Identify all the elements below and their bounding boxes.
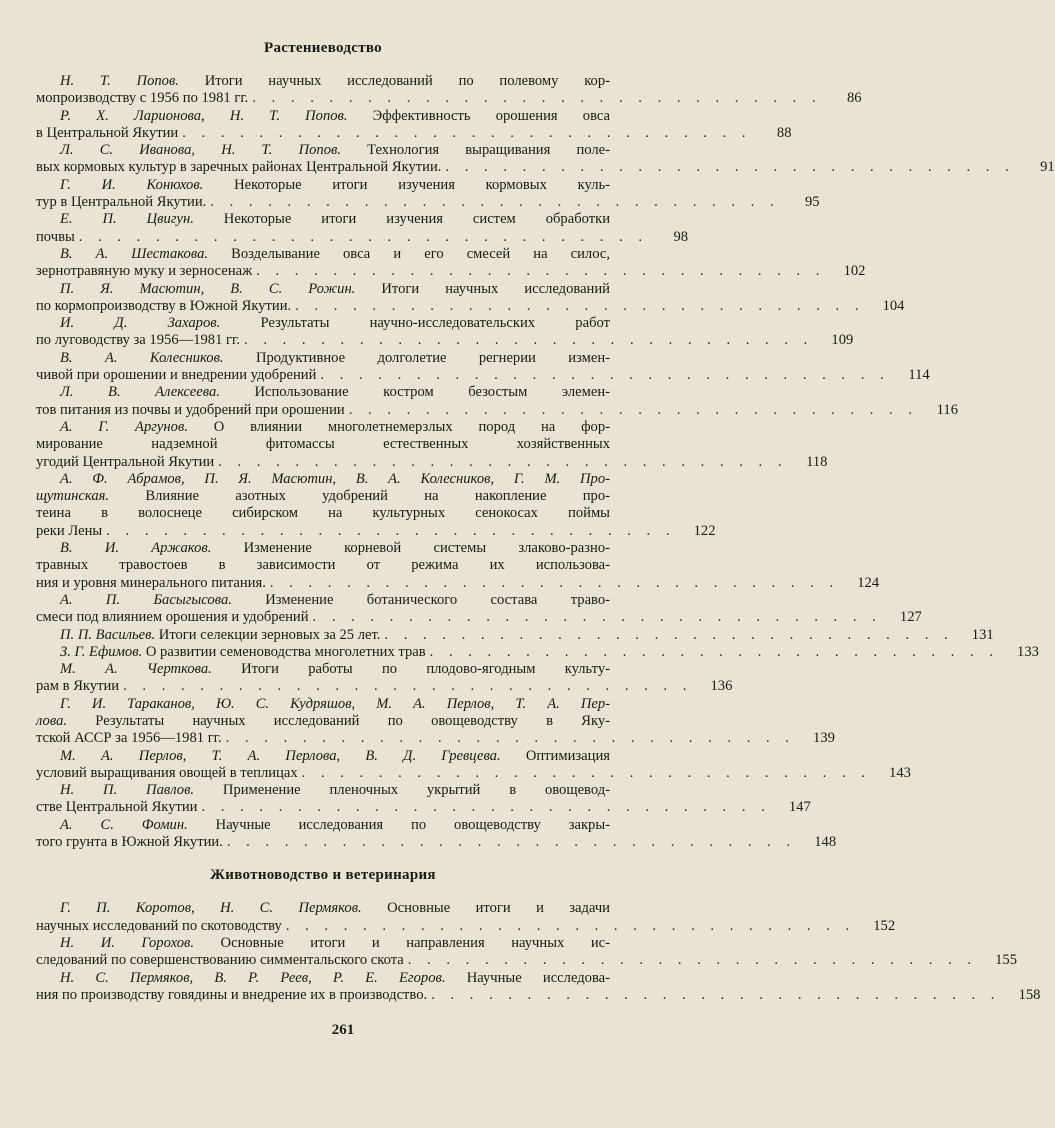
toc-line-text	[60, 108, 610, 125]
toc-line	[36, 748, 610, 765]
toc-line	[36, 609, 922, 626]
toc-line	[36, 696, 610, 713]
toc-line-text	[60, 350, 610, 367]
title-text: по луговодству за 1956—1981 гг.	[36, 332, 241, 349]
toc-line-text	[60, 281, 610, 298]
title-text: чивой при орошении и внедрении удобрений	[36, 367, 317, 384]
page-ref: 136	[710, 678, 733, 695]
page-ref: 158	[1018, 986, 1041, 1003]
toc-line-text	[36, 488, 610, 505]
title-text: того грунта в Южной Якутии.	[36, 834, 223, 851]
toc-line-text	[60, 661, 610, 678]
page-number: 261	[331, 1022, 355, 1038]
toc-entry	[36, 816, 837, 852]
title-text: Продуктивное долголетие регнерии измен-	[223, 349, 610, 366]
toc-entry	[36, 176, 820, 212]
toc-line	[36, 661, 610, 678]
toc-line	[36, 419, 610, 436]
title-text: Некоторые итоги изучения кормовых куль-	[203, 176, 611, 193]
toc-line-text	[60, 900, 610, 917]
title-text: тской АССР за 1956—1981 гг.	[36, 730, 222, 747]
toc-entry	[36, 747, 911, 783]
toc-line-text	[60, 246, 610, 263]
dot-leader: . . . . . . . . . . . . . . . . . . . . . . . . . . . . . .	[182, 124, 752, 141]
toc-line	[36, 626, 994, 644]
author-names: А. С. Фомин.	[60, 816, 188, 833]
toc-line-text	[36, 505, 610, 522]
toc-line	[36, 315, 610, 332]
dot-leader: . . . . . . . . . . . . . . . . . . . . . . . . . . . . . .	[256, 263, 826, 280]
title-text: научных исследований по скотоводству	[36, 917, 282, 934]
title-text: Основные итоги и направления научных ис-	[194, 934, 611, 951]
toc-line	[36, 384, 610, 401]
toc-line	[36, 713, 610, 730]
toc-line	[36, 540, 610, 557]
toc-line	[36, 522, 716, 540]
page-ref: 98	[673, 228, 689, 245]
toc-line-text	[36, 454, 214, 471]
toc-line-text	[36, 765, 298, 782]
page-ref: 114	[908, 367, 930, 384]
dot-leader: . . . . . . . . . . . . . . . . . . . . . . . . . . . . . .	[210, 194, 780, 211]
toc-entry	[36, 315, 854, 350]
toc-entry	[36, 540, 880, 592]
title-text: Эффективность орошения овса	[347, 107, 611, 124]
toc-line	[36, 436, 610, 453]
toc-line	[36, 159, 1055, 176]
title-text: вых кормовых культур в заречных районах Центральной Якутии.	[36, 159, 442, 176]
title-text: следований по совершенствованию симментальского скота	[36, 952, 404, 969]
toc-line	[36, 350, 610, 367]
author-names: Л. В. Алексеева.	[60, 384, 220, 401]
author-names: В. А. Колесников.	[60, 349, 224, 366]
page-ref: 122	[693, 522, 716, 539]
title-text: травных травостоев в зависимости от режима их использова-	[36, 557, 610, 574]
toc-entry	[36, 245, 866, 281]
title-text: Оптимизация	[500, 747, 610, 764]
toc-line-text	[60, 142, 610, 159]
author-names: Е. П. Цвигун.	[60, 211, 194, 228]
toc-line	[36, 471, 610, 488]
dot-leader: . . . . . . . . . . . . . . . . . . . . . . . . . . . . . .	[218, 453, 788, 470]
toc-line-text	[36, 799, 198, 816]
author-names: Н. П. Павлов.	[60, 782, 195, 799]
toc-line-text	[60, 592, 610, 609]
toc-line	[36, 643, 1039, 661]
toc-line	[36, 917, 896, 935]
toc-line-text	[36, 523, 102, 540]
title-text: по кормопроизводству в Южной Якутии.	[36, 297, 292, 314]
page-ref: 109	[831, 332, 854, 349]
title-text: Технология выращивания поле-	[341, 142, 611, 159]
title-text: Применение пленочных укрытий в овощевод-	[194, 782, 610, 799]
dot-leader: . . . . . . . . . . . . . . . . . . . . . . . . . . . . . .	[320, 367, 890, 384]
dot-leader: . . . . . . . . . . . . . . . . . . . . . . . . . . . . . .	[301, 764, 871, 781]
toc-line-text	[60, 73, 610, 90]
toc-line-text	[60, 177, 610, 194]
author-names: М. А. Черткова.	[60, 661, 212, 678]
toc-entry	[36, 280, 905, 316]
toc-line	[36, 108, 610, 125]
toc-entry	[36, 470, 716, 540]
page-ref: 118	[806, 453, 828, 470]
author-names: П. Я. Масютин, В. С. Рожин.	[60, 280, 356, 297]
toc-line-text	[60, 970, 610, 987]
title-text: О влиянии многолетнемерзлых пород на фор-	[187, 418, 610, 435]
author-names: Н. С. Пермяков, В. Р. Реев, Р. Е. Егоров.	[60, 969, 446, 986]
dot-leader: . . . . . . . . . . . . . . . . . . . . . . . . . . . . . .	[225, 730, 795, 747]
page-ref: 86	[847, 90, 862, 107]
title-text: тов питания из почвы и удобрений при орошении	[36, 401, 345, 418]
page-ref: 104	[882, 297, 905, 314]
toc-entry	[36, 142, 1055, 177]
title-text: Результаты научных исследований по овощеводству в Яку-	[67, 712, 610, 729]
title-text: Изменение ботанического состава траво-	[231, 591, 610, 608]
toc-line-text	[36, 952, 404, 969]
toc-line-text	[60, 696, 610, 713]
author-names: П. П. Васильев.	[60, 626, 156, 643]
toc-line-text	[36, 90, 248, 107]
author-names: В. И. Аржаков.	[60, 540, 212, 557]
toc-line-text	[36, 125, 178, 142]
toc-line	[36, 678, 733, 695]
dot-leader: . . . . . . . . . . . . . . . . . . . . . . . . . . . . . .	[244, 332, 814, 349]
toc-line	[36, 799, 811, 816]
title-text: ния и уровня минерального питания.	[36, 574, 266, 591]
toc-line-text	[36, 194, 206, 211]
toc-line	[36, 952, 1018, 969]
toc-line-text	[36, 402, 345, 419]
title-text: зернотравяную муку и зерносенаж	[36, 263, 253, 280]
title-text: Результаты научно-исследовательских работ	[220, 315, 610, 332]
page-ref: 127	[899, 609, 922, 626]
title-text: в Центральной Якутии	[36, 124, 179, 141]
page-ref: 124	[857, 574, 880, 591]
page-ref: 139	[813, 730, 835, 747]
toc-line	[36, 124, 792, 142]
toc-line	[36, 453, 828, 471]
toc-line-text	[36, 834, 223, 851]
toc-entry	[36, 969, 1041, 1005]
toc-line	[36, 557, 610, 574]
toc-line	[36, 246, 610, 263]
title-text: Итоги работы по плодово-ягодным культу-	[211, 661, 610, 678]
dot-leader: . . . . . . . . . . . . . . . . . . . . . . . . . . . . . .	[201, 799, 771, 816]
page-ref: 155	[995, 952, 1018, 969]
dot-leader: . . . . . . . . . . . . . . . . . . . . . . . . . . . . . .	[106, 522, 676, 539]
dot-leader: . . . . . . . . . . . . . . . . . . . . . . . . . . . . . .	[78, 228, 649, 245]
toc-entry	[36, 73, 862, 108]
toc-line-text	[60, 540, 610, 557]
toc-line-text	[36, 609, 309, 626]
author-names: Л. С. Иванова, Н. Т. Попов.	[60, 142, 341, 159]
title-text: Изменение корневой системы злаково-разно-	[211, 540, 611, 557]
toc-entry	[36, 900, 896, 935]
toc-entry	[36, 934, 1018, 970]
toc-line-text	[60, 935, 610, 952]
toc-line-text	[60, 384, 610, 401]
toc-line	[36, 263, 866, 280]
author-names: Н. Т. Попов.	[60, 73, 179, 89]
toc-line-text	[36, 298, 291, 315]
dot-leader: . . . . . . . . . . . . . . . . . . . . . . . . . . . . . .	[384, 626, 954, 643]
title-text: теина в волоснеце сибирском на культурных сенокосах поймы	[36, 505, 610, 522]
toc-line-text	[36, 263, 252, 280]
page-ref: 91	[1040, 159, 1055, 176]
author-names: лова.	[36, 712, 68, 729]
toc-line	[36, 401, 958, 419]
toc-line	[36, 142, 610, 159]
title-text: мирование надземной фитомассы естественных хозяйственных	[36, 436, 610, 453]
toc-line-text	[36, 159, 441, 176]
page-ref: 152	[873, 917, 896, 934]
toc-line	[36, 900, 610, 917]
page-ref: 88	[776, 124, 792, 141]
title-text: Научные исследования по овощеводству закры-	[187, 816, 611, 833]
section-heading: Растениеводство	[264, 40, 382, 56]
title-text: Итоги научных исследований	[355, 280, 610, 297]
author-names: Г. П. Коротов, Н. С. Пермяков.	[60, 900, 362, 917]
author-names: В. А. Шестакова.	[60, 245, 209, 262]
toc-line-text	[36, 557, 610, 574]
dot-leader: . . . . . . . . . . . . . . . . . . . . . . . . . . . . . .	[445, 159, 1015, 176]
toc-entry	[36, 211, 689, 246]
toc-line-text	[36, 713, 610, 730]
dot-leader: . . . . . . . . . . . . . . . . . . . . . . . . . . . . . .	[226, 834, 797, 851]
toc-entry	[36, 695, 835, 748]
toc-line-text	[60, 471, 610, 488]
toc-line-text	[36, 987, 427, 1004]
dot-leader: . . . . . . . . . . . . . . . . . . . . . . . . . . . . . .	[295, 297, 865, 314]
title-text: Итоги научных исследований по полевому кор-	[178, 73, 611, 89]
dot-leader: . . . . . . . . . . . . . . . . . . . . . . . . . . . . . .	[269, 574, 840, 591]
title-text: угодий Центральной Якутии	[36, 453, 215, 470]
author-names: щутинская.	[36, 488, 110, 505]
toc-line	[36, 73, 610, 90]
page-ref: 147	[788, 799, 811, 816]
author-names: Н. И. Горохов.	[60, 934, 195, 951]
toc-line-text	[36, 575, 266, 592]
author-names: А. Г. Аргунов.	[60, 418, 188, 435]
toc-line	[36, 281, 610, 298]
toc-line-text	[36, 367, 316, 384]
dot-leader: . . . . . . . . . . . . . . . . . . . . . . . . . . . . . .	[123, 678, 693, 695]
title-text: условий выращивания овощей в теплицах	[36, 764, 298, 781]
title-text: почвы	[36, 228, 75, 245]
toc-line-text	[60, 817, 610, 834]
toc-line	[36, 986, 1041, 1004]
toc-entry	[36, 782, 811, 817]
toc-entry	[36, 591, 922, 627]
toc-line	[36, 90, 862, 107]
toc-line-text	[60, 419, 610, 436]
author-names: З. Г. Ефимов.	[60, 643, 143, 660]
toc-line	[36, 970, 610, 987]
page-ref: 143	[889, 764, 911, 781]
toc-line	[36, 194, 820, 211]
title-text: ния по производству говядины и внедрение их в производство.	[36, 986, 428, 1003]
author-names: А. Ф. Абрамов, П. Я. Масютин, В. А. Колесников, Г. М. Про-	[60, 470, 610, 487]
dot-leader: . . . . . . . . . . . . . . . . . . . . . . . . . . . . . .	[431, 986, 1001, 1003]
title-text: О развитии семеноводства многолетних трав	[142, 643, 426, 660]
dot-leader: . . . . . . . . . . . . . . . . . . . . . . . . . . . . . .	[348, 401, 918, 418]
dot-leader: . . . . . . . . . . . . . . . . . . . . . . . . . . . . . .	[429, 643, 999, 660]
dot-leader: . . . . . . . . . . . . . . . . . . . . . . . . . . . . . .	[407, 952, 978, 969]
title-text: Основные итоги и задачи	[361, 900, 610, 917]
page-ref: 95	[805, 194, 820, 211]
toc-line-text	[36, 730, 222, 747]
title-text: Использование костром безостым элемен-	[219, 384, 611, 401]
page-ref: 116	[936, 401, 958, 418]
toc-line	[36, 211, 610, 228]
toc-line	[36, 228, 689, 246]
author-names: И. Д. Захаров.	[60, 315, 221, 332]
author-names: А. П. Басыгысова.	[60, 591, 232, 608]
toc-line	[36, 782, 610, 799]
table-of-contents	[36, 40, 1055, 1004]
toc-line-text	[60, 627, 380, 644]
toc-line	[36, 332, 854, 349]
toc-line-text	[60, 748, 610, 765]
page-ref: 148	[814, 834, 837, 851]
toc-line	[36, 764, 911, 782]
title-text: Научные исследова-	[445, 969, 610, 986]
toc-line-text	[60, 315, 610, 332]
title-text: Итоги селекции зерновых за 25 лет.	[155, 626, 381, 643]
author-names: М. А. Перлов, Т. А. Перлова, В. Д. Гревцева.	[60, 747, 501, 764]
dot-leader: . . . . . . . . . . . . . . . . . . . . . . . . . . . . . .	[252, 90, 822, 107]
toc-line-text	[36, 332, 240, 349]
toc-entry	[36, 107, 792, 143]
toc-line	[36, 592, 610, 609]
toc-line	[36, 817, 610, 834]
toc-entry	[36, 349, 930, 385]
toc-line	[36, 505, 610, 522]
toc-line	[36, 834, 837, 851]
toc-line-text	[36, 229, 75, 246]
toc-line-text	[36, 436, 610, 453]
toc-line	[36, 935, 610, 952]
toc-line	[36, 177, 610, 194]
title-text: Возделывание овса и его смесей на силос,	[208, 245, 611, 262]
toc-line-text	[36, 678, 119, 695]
toc-entry	[36, 643, 1039, 661]
toc-line	[36, 574, 880, 592]
title-text: рам в Якутии	[36, 678, 120, 695]
title-text: стве Центральной Якутии	[36, 799, 198, 816]
toc-line	[36, 730, 835, 747]
toc-line-text	[36, 918, 282, 935]
toc-line-text	[60, 782, 610, 799]
dot-leader: . . . . . . . . . . . . . . . . . . . . . . . . . . . . . .	[312, 609, 882, 626]
title-text: мопроизводству с 1956 по 1981 гг.	[36, 90, 249, 107]
toc-line	[36, 488, 610, 505]
toc-line-text	[60, 644, 426, 661]
toc-entry	[36, 661, 733, 696]
toc-line	[36, 297, 905, 315]
page-ref: 102	[843, 263, 866, 280]
section-heading: Животноводство и ветеринария	[210, 867, 436, 884]
author-names: Г. И. Конюхов.	[60, 176, 204, 193]
author-names: Г. И. Тараканов, Ю. С. Кудряшов, М. А. Перлов, Т. А. Пер-	[60, 695, 610, 712]
toc-entry	[36, 384, 958, 419]
page-ref: 131	[971, 626, 994, 643]
title-text: Влияние азотных удобрений на накопление про-	[109, 488, 610, 505]
title-text: тур в Центральной Якутии.	[36, 194, 207, 211]
page-ref: 133	[1017, 643, 1039, 660]
toc-entry	[36, 626, 994, 644]
dot-leader: . . . . . . . . . . . . . . . . . . . . . . . . . . . . . .	[285, 917, 856, 934]
author-names: Р. Х. Ларионова, Н. Т. Попов.	[60, 107, 348, 124]
toc-entry	[36, 418, 828, 471]
toc-line	[36, 367, 930, 384]
title-text: смеси под влиянием орошения и удобрений	[36, 609, 309, 626]
title-text: реки Лены	[36, 522, 103, 539]
toc-line-text	[60, 211, 610, 228]
title-text: Некоторые итоги изучения систем обработки	[193, 211, 611, 228]
